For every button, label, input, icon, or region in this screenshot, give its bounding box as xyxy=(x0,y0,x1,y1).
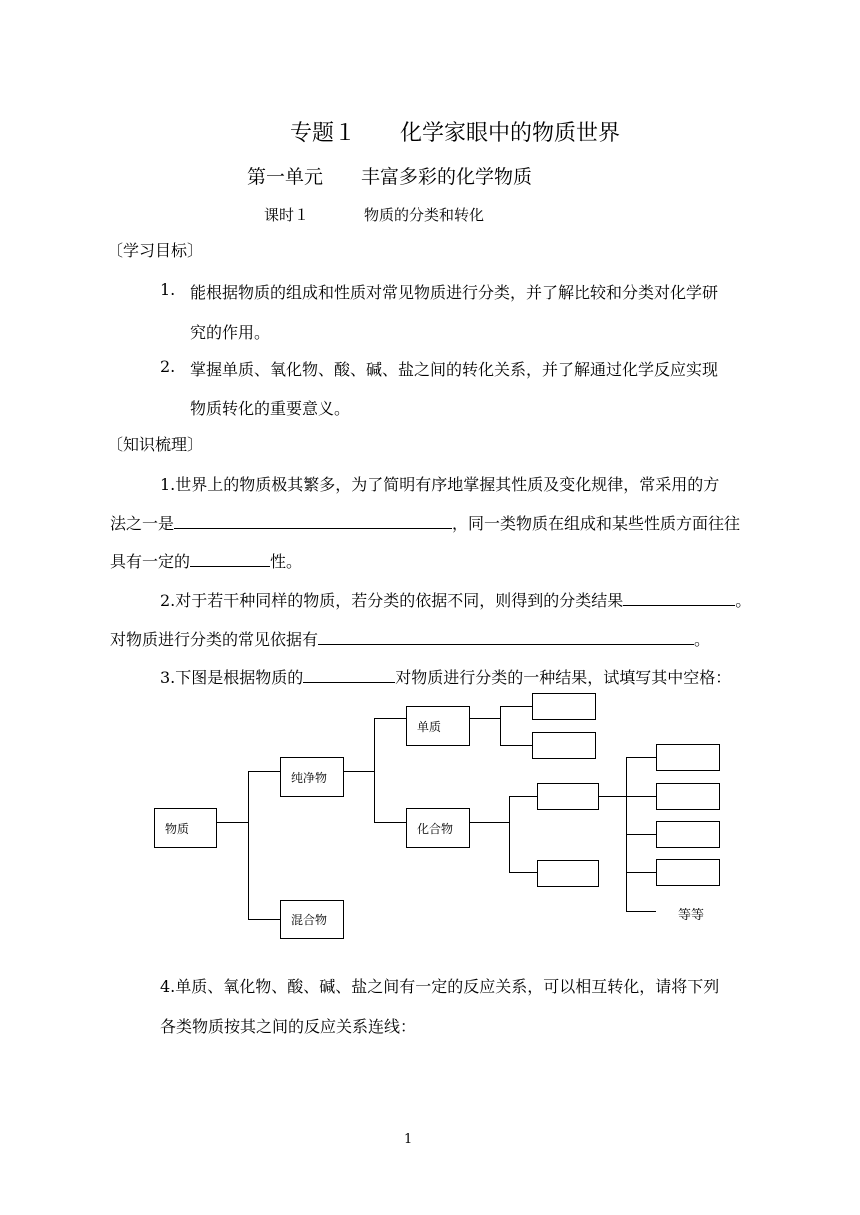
blank-box[interactable] xyxy=(532,693,596,720)
node-compound xyxy=(406,808,470,848)
q1-line3-suffix: 性。 xyxy=(270,552,303,571)
objective-2-line1: 掌握单质、氧化物、酸、碱、盐之间的转化关系，并了解通过化学反应实现 xyxy=(190,360,719,379)
objective-2-line2: 物质转化的重要意义。 xyxy=(190,399,351,418)
unit-title: 第一单元 丰富多彩的化学物质 xyxy=(247,166,533,188)
connector xyxy=(469,718,500,719)
connector xyxy=(509,796,510,873)
connector xyxy=(626,796,656,797)
objective-1-line1: 能根据物质的组成和性质对常见物质进行分类，并了解比较和分类对化学研 xyxy=(190,283,719,302)
objective-1-line2: 究的作用。 xyxy=(190,323,271,342)
connector xyxy=(500,706,501,746)
connector xyxy=(374,822,406,823)
q3-line1-prefix: 3.下图是根据物质的 xyxy=(160,668,304,687)
connector xyxy=(469,822,509,823)
q3-line1 xyxy=(160,665,731,688)
connector xyxy=(248,919,280,920)
node-pure-substance xyxy=(280,757,344,797)
connector xyxy=(216,822,248,823)
lesson-name: 物质的分类和转化 xyxy=(364,206,485,224)
q1-line2-prefix: 法之一是 xyxy=(110,514,175,533)
blank-box[interactable] xyxy=(537,860,599,887)
q3-line1-suffix: 对物质进行分类的一种结果，试填写其中空格： xyxy=(395,668,732,687)
topic-title: 专题１ 化学家眼中的物质世界 xyxy=(290,121,621,146)
blank-box[interactable] xyxy=(656,744,720,771)
connector xyxy=(374,718,375,823)
node-pure-substance-label: 纯净物 xyxy=(291,770,328,785)
objective-2-number: 2. xyxy=(160,357,176,376)
node-matter xyxy=(154,808,217,848)
connector xyxy=(509,872,537,873)
connector xyxy=(374,718,406,719)
objective-1-number: 1. xyxy=(160,280,176,299)
node-element xyxy=(406,706,470,746)
q2-blank-result[interactable] xyxy=(623,590,735,606)
blank-box[interactable] xyxy=(656,821,720,848)
q2-line2 xyxy=(110,627,710,650)
connector xyxy=(626,757,656,758)
node-compound-label: 化合物 xyxy=(417,821,454,836)
connector xyxy=(500,745,532,746)
blank-box[interactable] xyxy=(656,859,720,886)
q1-line2 xyxy=(110,511,740,534)
connector xyxy=(500,706,532,707)
q2-line2-suffix: 。 xyxy=(694,630,711,649)
q2-line1 xyxy=(160,588,751,611)
page-number: 1 xyxy=(404,1132,413,1147)
connector xyxy=(626,911,656,912)
connector xyxy=(509,796,537,797)
blank-box[interactable] xyxy=(532,732,596,759)
q3-blank-basis[interactable] xyxy=(303,667,395,683)
connector xyxy=(248,771,280,772)
node-mixture xyxy=(280,900,344,939)
objectives-heading: 〔学习目标〕 xyxy=(107,241,204,260)
connector xyxy=(248,771,249,920)
connector xyxy=(626,834,656,835)
q2-line2-prefix: 对物质进行分类的常见依据有 xyxy=(110,630,319,649)
q1-line3-prefix: 具有一定的 xyxy=(110,552,191,571)
node-matter-label: 物质 xyxy=(165,821,190,836)
q1-line2-suffix: ，同一类物质在组成和某些性质方面往往 xyxy=(452,514,741,533)
q2-blank-basis[interactable] xyxy=(318,629,694,645)
blank-box[interactable] xyxy=(537,783,599,810)
node-element-label: 单质 xyxy=(417,719,442,734)
q2-line1-prefix: 2.对于若干种同样的物质，若分类的依据不同，则得到的分类结果 xyxy=(160,591,624,610)
q1-blank-method[interactable] xyxy=(174,513,452,529)
knowledge-heading: 〔知识梳理〕 xyxy=(107,435,204,454)
connector xyxy=(598,796,627,797)
q1-line3 xyxy=(110,549,302,572)
q2-line1-suffix: 。 xyxy=(735,591,752,610)
q1-blank-property[interactable] xyxy=(190,551,270,567)
lesson-prefix: 课时１ xyxy=(264,206,310,224)
connector xyxy=(626,872,656,873)
etc-label: 等等 xyxy=(678,908,705,923)
q1-line1: 1.世界上的物质极其繁多，为了简明有序地掌握其性质及变化规律，常采用的方 xyxy=(160,475,720,494)
q4-line2: 各类物质按其之间的反应关系连线： xyxy=(160,1017,417,1036)
node-mixture-label: 混合物 xyxy=(291,913,328,927)
q4-line1: 4.单质、氧化物、酸、碱、盐之间有一定的反应关系，可以相互转化，请将下列 xyxy=(160,977,720,996)
connector xyxy=(343,771,374,772)
blank-box[interactable] xyxy=(656,783,720,810)
